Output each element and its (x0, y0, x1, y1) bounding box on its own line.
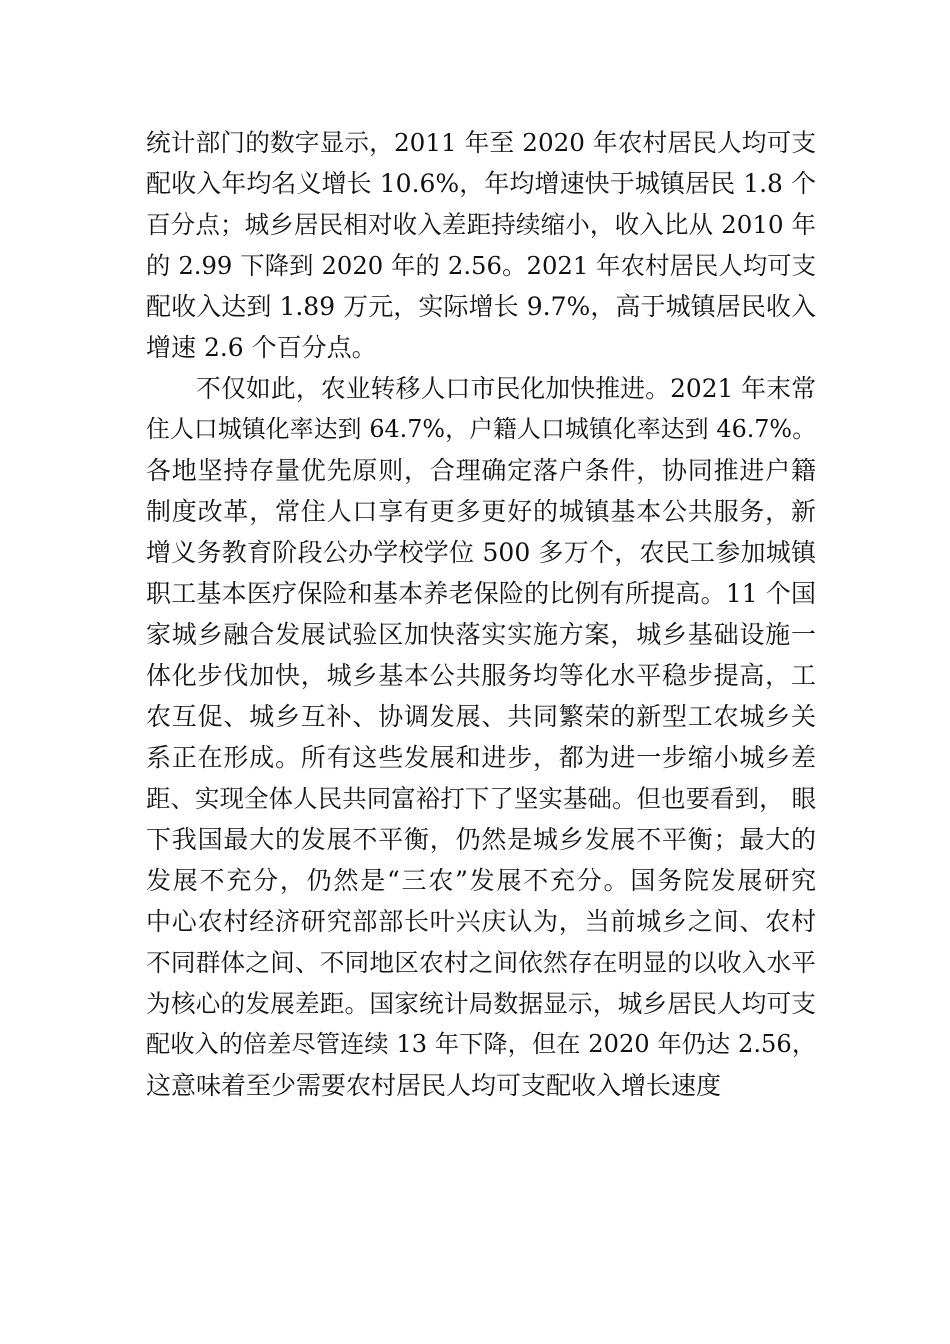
paragraph-1-line-1: 统计部门的数字显示，2011 年至 2020 年农村居民人均可支 (146, 128, 816, 157)
paragraph-1-line-4: 的 2.99 下降到 2020 年的 2.56。2021 年农村居民人均可支 (146, 251, 816, 280)
paragraph-2-line-14: 中心农村经济研究部部长叶兴庆认为，当前城乡之间、农村 (146, 907, 816, 936)
paragraph-2-line-3: 各地坚持存量优先原则，合理确定落户条件，协同推进户籍 (146, 456, 816, 485)
paragraph-1-line-2: 配收入年均名义增长 10.6%，年均增速快于城镇居民 1.8 个 (146, 169, 816, 198)
paragraph-2 (146, 368, 816, 1106)
paragraph-2-line-18: 这意味着至少需要农村居民人均可支配收入增长速度 (146, 1071, 722, 1100)
paragraph-1-line-5: 配收入达到 1.89 万元，实际增长 9.7%，高于城镇居民收入 (146, 292, 816, 321)
paragraph-2-line-2: 住人口城镇化率达到 64.7%，户籍人口城镇化率达到 46.7%。 (146, 415, 816, 443)
paragraph-2-line-7: 家城乡融合发展试验区加快落实实施方案，城乡基础设施一 (146, 620, 816, 649)
paragraph-2-line-10: 系正在形成。所有这些发展和进步，都为进一步缩小城乡差 (146, 743, 816, 772)
paragraph-2-line-11: 距、实现全体人民共同富裕打下了坚实基础。但也要看到， 眼 (146, 784, 816, 813)
paragraph-2-line-6: 职工基本医疗保险和基本养老保险的比例有所提高。11 个国 (146, 579, 816, 608)
paragraph-2-line-16: 为核心的发展差距。国家统计局数据显示，城乡居民人均可支 (146, 989, 816, 1018)
paragraph-2-line-12: 下我国最大的发展不平衡，仍然是城乡发展不平衡；最大的 (146, 825, 816, 854)
paragraph-2-line-5: 增义务教育阶段公办学校学位 500 多万个，农民工参加城镇 (146, 538, 816, 567)
paragraph-2-line-1: 不仅如此，农业转移人口市民化加快推进。2021 年末常 (196, 374, 816, 403)
paragraph-2-line-13: 发展不充分，仍然是“三农”发展不充分。国务院发展研究 (146, 866, 816, 895)
paragraph-1-line-6: 增速 2.6 个百分点。 (146, 333, 377, 362)
paragraph-1 (146, 122, 816, 368)
paragraph-2-line-4: 制度改革，常住人口享有更多更好的城镇基本公共服务，新 (146, 497, 816, 526)
paragraph-1-line-3: 百分点；城乡居民相对收入差距持续缩小，收入比从 2010 年 (146, 210, 816, 239)
paragraph-2-line-9: 农互促、城乡互补、协调发展、共同繁荣的新型工农城乡关 (146, 702, 816, 731)
paragraph-2-line-15: 不同群体之间、不同地区农村之间依然存在明显的以收入水平 (146, 948, 816, 977)
paragraph-2-line-8: 体化步伐加快，城乡基本公共服务均等化水平稳步提高，工 (146, 661, 816, 690)
article-body (146, 122, 816, 1106)
paragraph-2-line-17: 配收入的倍差尽管连续 13 年下降，但在 2020 年仍达 2.56， (146, 1030, 816, 1058)
